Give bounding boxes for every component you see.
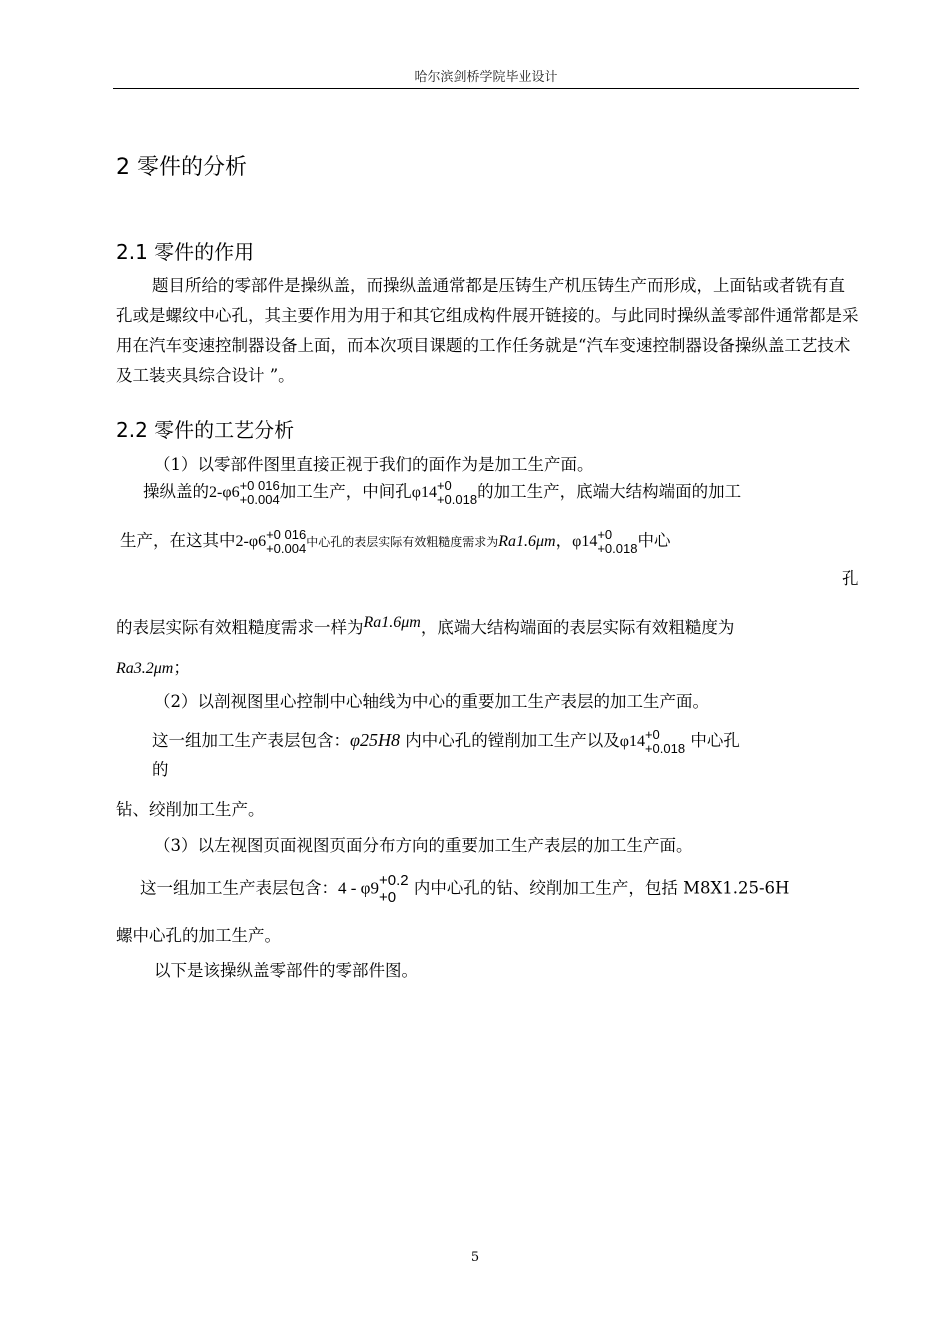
chapter-title: 2 零件的分析 <box>116 155 247 180</box>
tolerance: +0 +0.018 <box>597 526 638 556</box>
formula-ra: Ra1.6μm <box>363 614 421 631</box>
text: ，底端大结构端面的表层实际有效粗糙度为 <box>420 618 735 637</box>
line-3-wrap: 孔 <box>842 569 859 588</box>
tolerance: +0 016 +0.004 <box>239 477 280 507</box>
text: 中心孔的表层实际有效粗糙度需求为 <box>306 535 499 549</box>
text: 的表层实际有效粗糙度需求一样为 <box>116 618 364 637</box>
item-2: （2）以剖视图里心控制中心轴线为中心的重要加工生产表层的加工生产面。 <box>154 692 709 711</box>
running-header: 哈尔滨剑桥学院毕业设计 <box>414 70 558 85</box>
text: 这一组加工生产表层包含： <box>140 878 338 898</box>
formula-phi14: φ14 <box>411 484 437 501</box>
text: 生产，在这其中 <box>120 531 236 550</box>
text: 内中心孔的钻、绞削加工生产，包括 M8X1.25-6H <box>413 878 790 898</box>
tolerance: +0 +0.018 <box>644 726 686 756</box>
line-4 <box>116 614 734 638</box>
header-rule <box>113 88 859 89</box>
formula-2-phi6: 2-φ6 <box>235 533 267 550</box>
line-10 <box>140 872 789 906</box>
line-8: 钻、绞削加工生产。 <box>116 800 265 819</box>
formula-phi14: φ14 <box>619 733 645 750</box>
page-number: 5 <box>470 1250 480 1265</box>
formula-phi14: φ14 <box>572 533 598 550</box>
text: 加工生产，中间孔 <box>279 482 412 501</box>
line-2 <box>143 478 741 507</box>
text: 操纵盖的 <box>143 482 209 501</box>
line-11: 螺中心孔的加工生产。 <box>116 926 281 945</box>
tolerance: +0 016 +0.004 <box>266 526 307 556</box>
section-2-1-body: 题目所给的零部件是操纵盖，而操纵盖通常都是压铸生产机压铸生产而形成，上面钻或者铣有直孔或是螺纹中心孔，其主要作用为用于和其它组成构件展开链接的。与此同时操纵盖零部件通常都是采用在汽车变速控制器设备上面，而本次项目课题的工作任务就是“汽车变速控制器设备操纵盖工艺技术及工装夹具综合设计 ”。 <box>116 276 859 385</box>
line-5 <box>116 654 190 678</box>
item-1: （1）以零部件图里直接正视于我们的面作为是加工生产面。 <box>154 455 594 474</box>
tolerance: +0.2 +0 <box>378 872 409 906</box>
text: ， <box>555 531 573 550</box>
text: 中心孔 <box>690 731 740 750</box>
line-3 <box>120 527 670 556</box>
line-7-wrap: 的 <box>152 760 169 779</box>
text: 内中心孔的镗削加工生产以及 <box>405 731 620 750</box>
text: ； <box>173 658 190 677</box>
text: 这一组加工生产表层包含： <box>152 731 350 750</box>
formula-4-phi9: 4 - φ9 <box>338 878 379 898</box>
text: 的加工生产，底端大结构端面的加工 <box>477 482 742 501</box>
item-3: （3）以左视图页面视图页面分布方向的重要加工生产表层的加工生产面。 <box>154 836 693 855</box>
tolerance: +0 +0.018 <box>436 477 478 507</box>
formula-ra: Ra3.2μm <box>116 660 174 677</box>
section-2-1-title: 2.1 零件的作用 <box>116 240 255 264</box>
formula-2-phi6: 2-φ6 <box>209 484 240 501</box>
line-12: 以下是该操纵盖零部件的零部件图。 <box>154 961 418 980</box>
section-2-2-title: 2.2 零件的工艺分析 <box>116 418 295 442</box>
formula-ra: Ra1.6μm <box>498 533 556 550</box>
line-7 <box>152 727 740 756</box>
text: 中心 <box>637 531 671 550</box>
formula-phi25H8: φ25H8 <box>350 730 400 750</box>
